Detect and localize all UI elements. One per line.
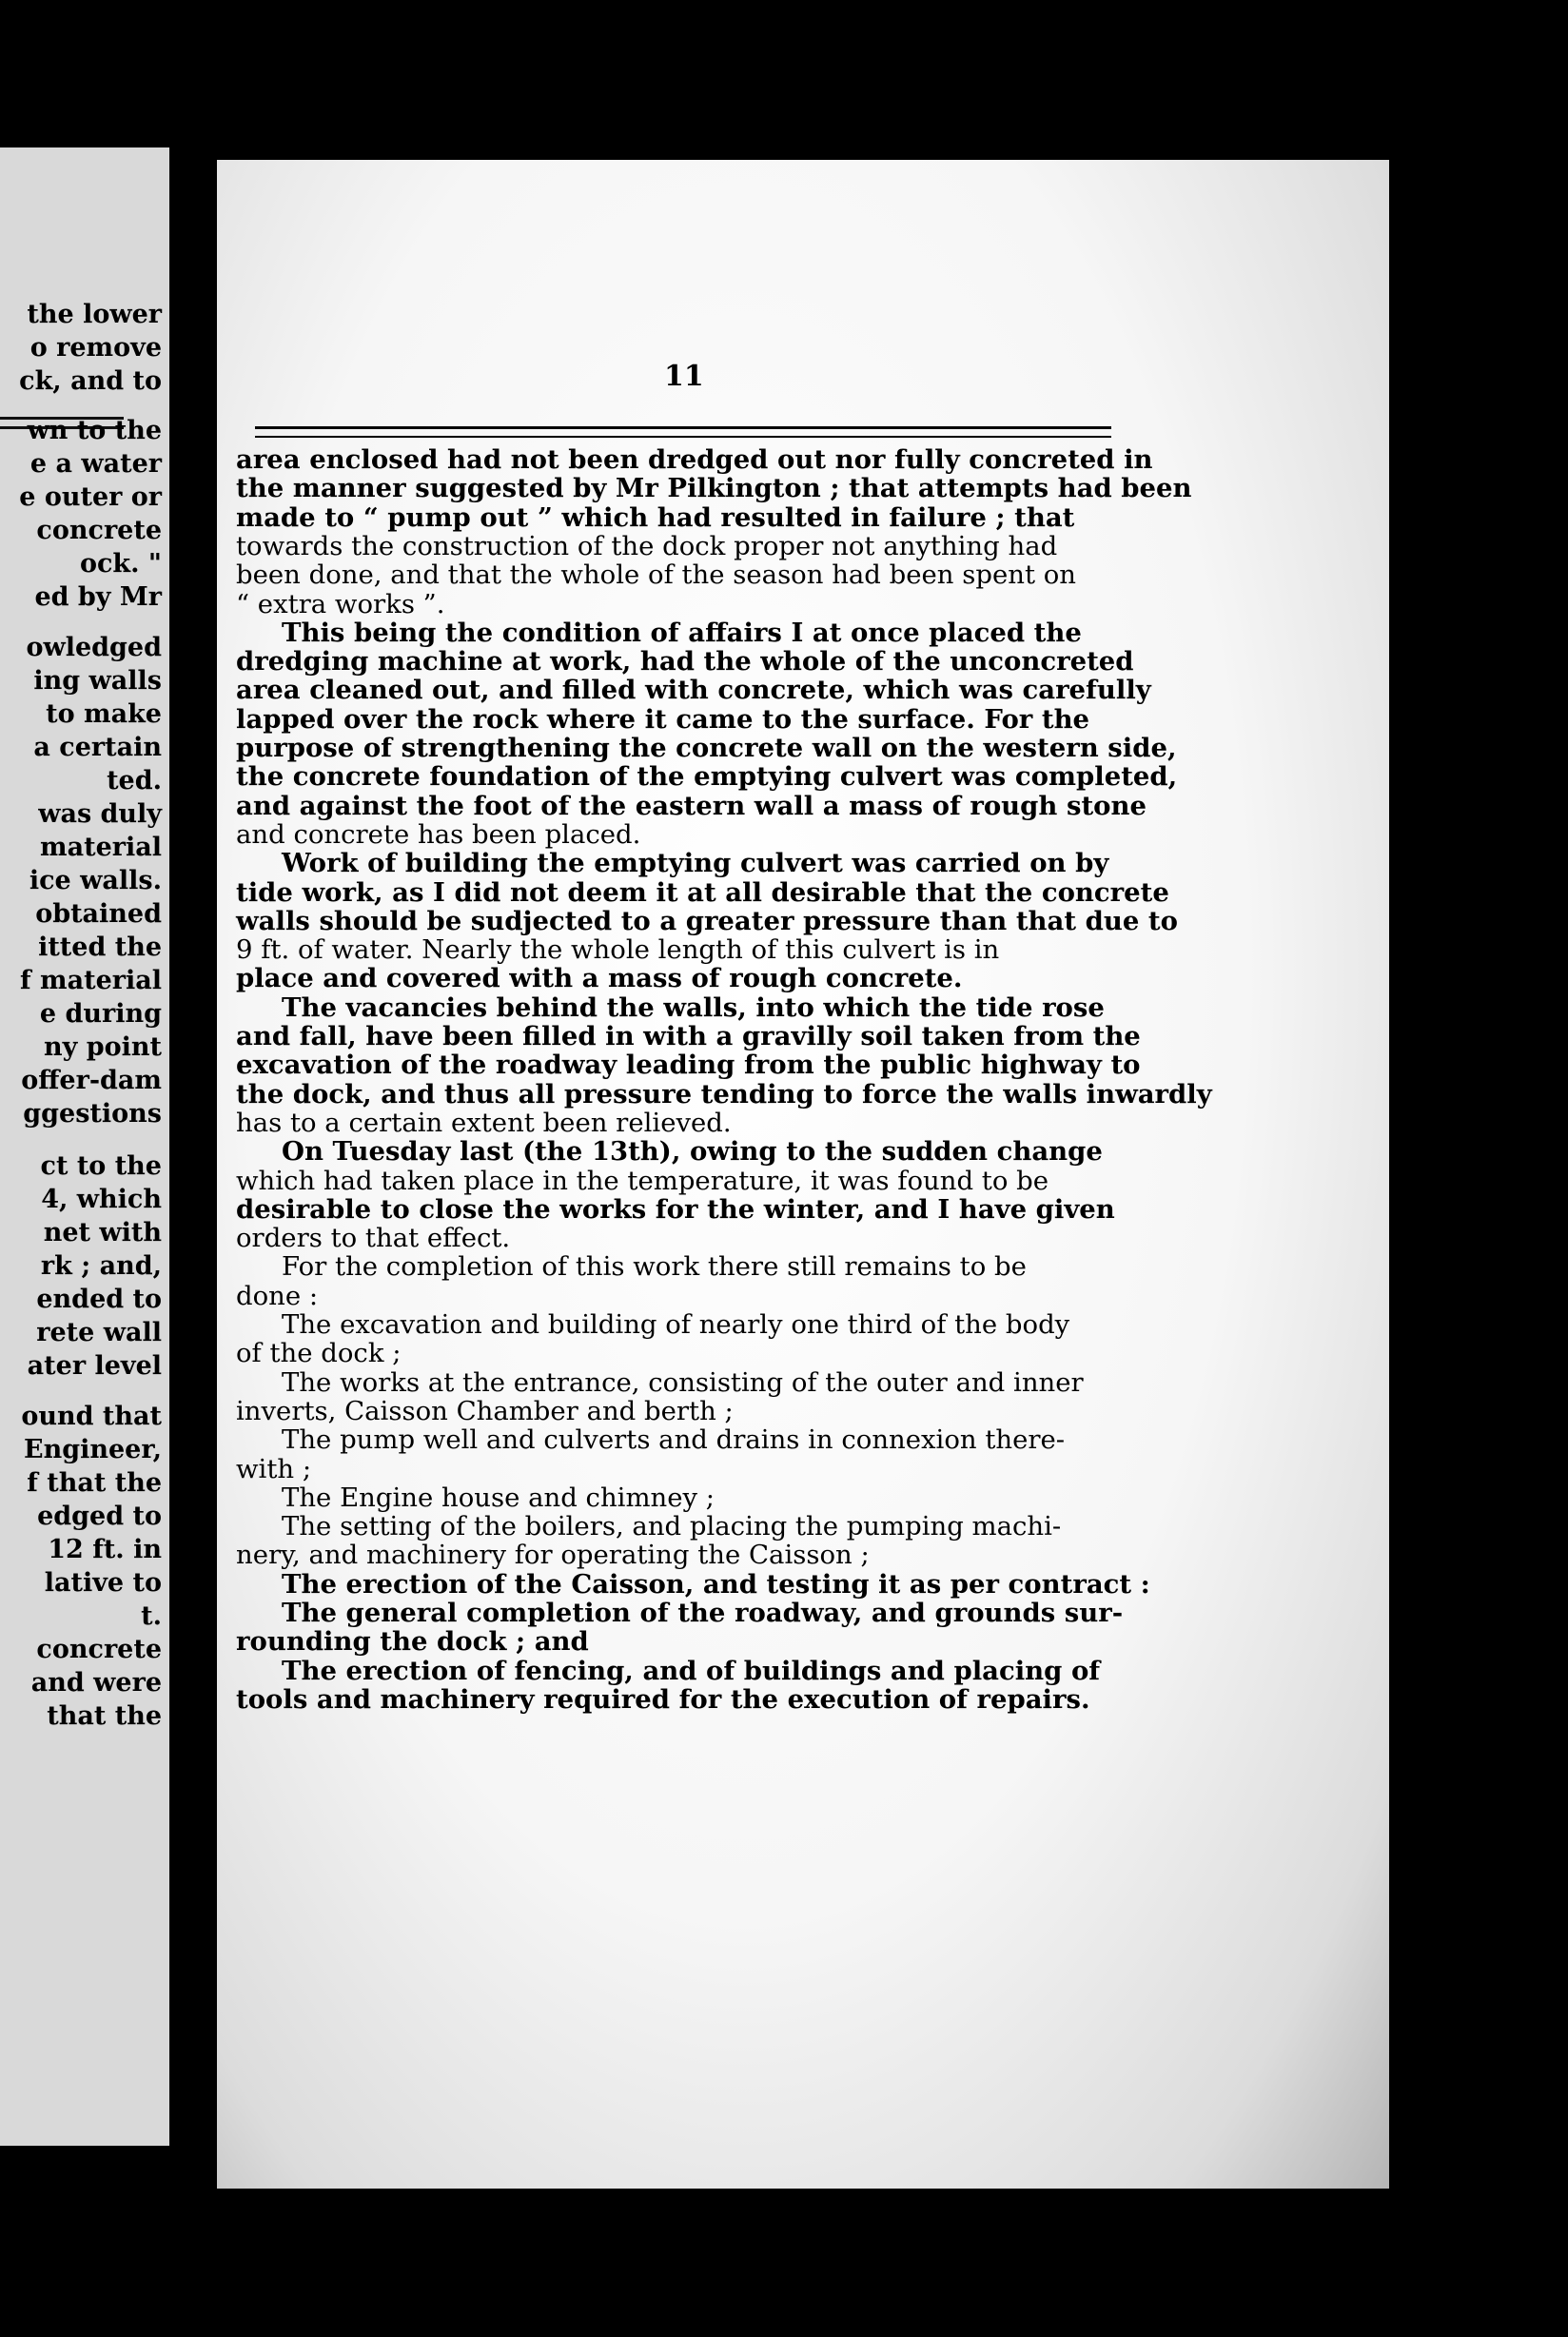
text-line: place and covered with a mass of rough concrete. bbox=[236, 963, 963, 994]
left-page-text-line: f that the bbox=[27, 1468, 162, 1498]
text-line: been done, and that the whole of the season had been spent on bbox=[236, 560, 1077, 591]
text-line: area enclosed had not been dredged out nor fully concreted in bbox=[236, 444, 1153, 475]
left-page-text-line: ggestions bbox=[23, 1099, 162, 1129]
text-line: of the dock ; bbox=[236, 1338, 402, 1369]
left-page-text-line: edged to bbox=[37, 1502, 162, 1531]
text-line: the dock, and thus all pressure tending to force the walls inwardly bbox=[236, 1078, 1212, 1110]
text-line: purpose of strengthening the concrete wall on the western side, bbox=[236, 733, 1177, 763]
text-line: inverts, Caisson Chamber and berth ; bbox=[236, 1395, 734, 1426]
left-page-fragment bbox=[0, 147, 169, 2146]
left-page-text-line: offer-dam bbox=[21, 1066, 162, 1095]
left-page-text-line: was duly bbox=[38, 799, 162, 829]
header-rule bbox=[255, 436, 1111, 438]
text-line: The pump well and culverts and drains in connexion there- bbox=[282, 1424, 1066, 1456]
text-line: made to “ pump out ” which had resulted in failure ; that bbox=[236, 501, 1075, 533]
left-page-text-line: rk ; and, bbox=[40, 1251, 162, 1281]
left-page-text-line: ted. bbox=[107, 766, 162, 795]
left-page-text-line: t. bbox=[141, 1601, 162, 1631]
left-page-text-line: lative to bbox=[44, 1568, 162, 1598]
left-page-text-line: ound that bbox=[21, 1402, 162, 1431]
left-page-text-line: 4, which bbox=[41, 1185, 162, 1214]
text-line: and concrete has been placed. bbox=[236, 818, 641, 850]
text-line: with ; bbox=[236, 1453, 312, 1484]
left-page-text-line: concrete bbox=[36, 1635, 162, 1664]
left-page-text-line: material bbox=[40, 833, 162, 862]
left-page-text-line: the lower bbox=[27, 300, 162, 329]
text-line: area cleaned out, and filled with concrete, which was carefully bbox=[236, 675, 1151, 706]
left-page-text-line: ny point bbox=[44, 1032, 162, 1062]
text-line: The erection of fencing, and of buildings and placing of bbox=[282, 1655, 1101, 1686]
text-line: On Tuesday last (the 13th), owing to the sudden change bbox=[282, 1136, 1103, 1168]
text-line: 9 ft. of water. Nearly the whole length of this culvert is in bbox=[236, 934, 1000, 966]
text-line: For the completion of this work there still remains to be bbox=[282, 1251, 1027, 1283]
text-line: The vacancies behind the walls, into which the tide rose bbox=[282, 992, 1105, 1023]
page-gutter bbox=[169, 143, 217, 2150]
left-page-text-line: ater level bbox=[27, 1351, 162, 1381]
text-line: towards the construction of the dock proper not anything had bbox=[236, 530, 1058, 561]
left-page-text-line: e a water bbox=[29, 449, 162, 479]
text-line: The erection of the Caisson, and testing it as per contract : bbox=[282, 1568, 1150, 1600]
text-line: dredging machine at work, had the whole of the unconcreted bbox=[236, 646, 1134, 678]
left-page-text-line: ice walls. bbox=[29, 866, 162, 895]
text-line: This being the condition of affairs I at once placed the bbox=[282, 617, 1082, 648]
text-line: nery, and machinery for operating the Caisson ; bbox=[236, 1540, 870, 1571]
document-page bbox=[217, 160, 1389, 2189]
left-page-text-line: 12 ft. in bbox=[48, 1535, 162, 1564]
left-page-text-line: and were bbox=[30, 1668, 162, 1698]
left-page-text-line: f material bbox=[20, 966, 162, 995]
left-page-text-line: net with bbox=[43, 1218, 162, 1247]
text-line: rounding the dock ; and bbox=[236, 1626, 589, 1658]
text-line: done : bbox=[236, 1280, 319, 1311]
text-line: The Engine house and chimney ; bbox=[282, 1482, 715, 1513]
left-page-text-line: wn to the bbox=[27, 416, 162, 445]
left-page-text-line: ended to bbox=[36, 1285, 162, 1314]
left-page-text-line: ed by Mr bbox=[34, 582, 162, 612]
text-line: lapped over the rock where it came to the surface. For the bbox=[236, 703, 1090, 735]
left-page-text-line: owledged bbox=[26, 633, 162, 662]
text-line: desirable to close the works for the winter, and I have given bbox=[236, 1193, 1115, 1225]
left-page-text-line: e outer or bbox=[19, 482, 162, 512]
left-page-text-line: to make bbox=[46, 699, 162, 729]
text-line: The general completion of the roadway, and grounds sur- bbox=[282, 1598, 1124, 1628]
left-page-text-line: concrete bbox=[36, 516, 162, 545]
left-page-text-line: e during bbox=[39, 999, 162, 1029]
text-line: the manner suggested by Mr Pilkington ; that attempts had been bbox=[236, 473, 1192, 504]
left-page-text-line: obtained bbox=[35, 899, 162, 929]
page-number: 11 bbox=[664, 360, 704, 393]
left-page-text-line: Engineer, bbox=[24, 1435, 162, 1464]
text-line: “ extra works ”. bbox=[236, 588, 445, 619]
text-line: which had taken place in the temperature, it was found to be bbox=[236, 1165, 1049, 1196]
header-rule bbox=[255, 426, 1111, 429]
left-page-text-line: rete wall bbox=[36, 1318, 162, 1347]
left-page-text-line: that the bbox=[47, 1701, 162, 1731]
text-line: tide work, as I did not deem it at all desirable that the concrete bbox=[236, 876, 1169, 908]
text-line: and fall, have been filled in with a gravilly soil taken from the bbox=[236, 1021, 1141, 1051]
text-line: the concrete foundation of the emptying culvert was completed, bbox=[236, 761, 1178, 793]
left-page-text-line: ing walls bbox=[33, 666, 162, 696]
text-line: walls should be sudjected to a greater pressure than that due to bbox=[236, 905, 1178, 936]
text-line: and against the foot of the eastern wall a mass of rough stone bbox=[236, 790, 1147, 821]
text-line: The excavation and building of nearly one third of the body bbox=[282, 1309, 1070, 1340]
text-line: The works at the entrance, consisting of the outer and inner bbox=[282, 1366, 1084, 1398]
text-line: has to a certain extent been relieved. bbox=[236, 1107, 732, 1138]
left-page-text-line: o remove bbox=[29, 333, 162, 363]
text-line: orders to that effect. bbox=[236, 1223, 511, 1254]
text-line: excavation of the roadway leading from the public highway to bbox=[236, 1050, 1141, 1081]
left-page-text-line: ock. " bbox=[79, 549, 162, 579]
text-line: Work of building the emptying culvert was carried on by bbox=[282, 848, 1109, 879]
left-page-text-line: ct to the bbox=[40, 1151, 162, 1181]
text-line: tools and machinery required for the execution of repairs. bbox=[236, 1683, 1090, 1715]
text-line: The setting of the boilers, and placing the pumping machi- bbox=[282, 1511, 1062, 1542]
left-page-text-line: a certain bbox=[33, 733, 162, 762]
left-page-text-line: itted the bbox=[38, 933, 162, 962]
left-page-text-line: ck, and to bbox=[19, 366, 162, 396]
